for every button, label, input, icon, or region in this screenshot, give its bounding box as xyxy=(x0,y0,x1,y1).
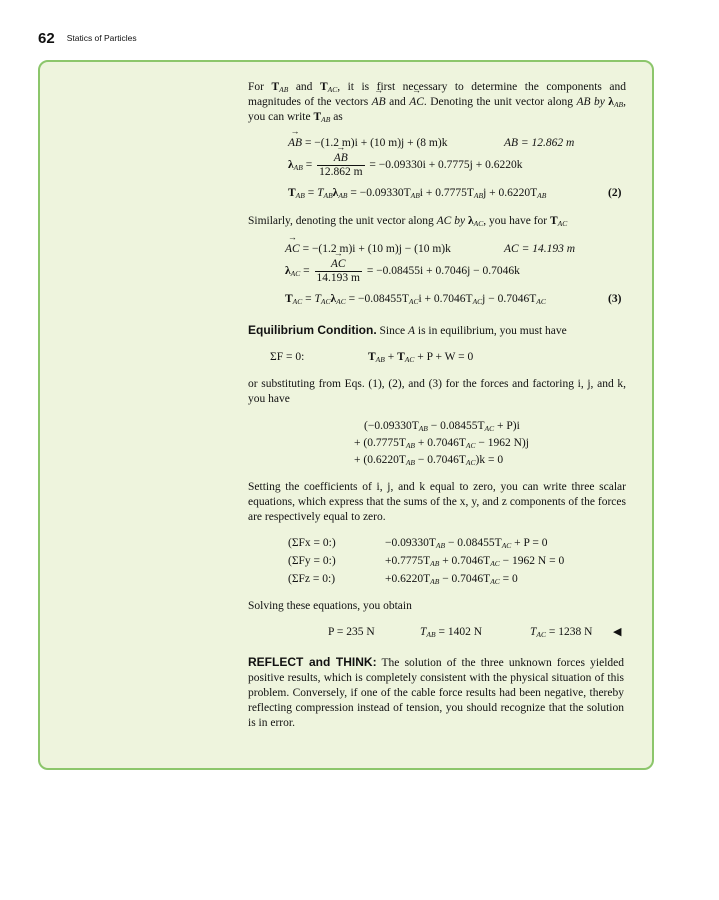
magnitude-ac: AC = 14.193 m xyxy=(504,243,576,255)
result-tab: $T_{AB} = 1402$ N xyxy=(420,626,482,639)
equation-tac: $T_{AC} = T_{AC}\lambda_{AC} = -0.08455T_{AC}i + 0.7046T_{AC}j - 0.7046T_{AC}$ xyxy=(285,293,546,306)
scalar-eq-z-lhs: (ΣFz = 0:) xyxy=(288,573,336,585)
answer-marker-icon: ◀ xyxy=(613,625,622,638)
equilibrium-equation: $T_{AB} + T_{AC} + P + W = 0$ xyxy=(368,351,474,364)
expanded-line-2: + ($0.7775T_{AB} + 0.7046T_{AC} - 1962$ N)j xyxy=(354,437,529,450)
equation-tab: $T_{AB} = T_{AB}\lambda_{AB} = -0.09330T_{AB}i + 0.7775T_{AB}j + 0.6220T_{AB}$ xyxy=(288,187,547,200)
reflect-paragraph: REFLECT and THINK: The solution of the three unknown forces yielded positive results, which is completely consistent with the physical situation of this problem. Conversely, if one of the cable force results had been negative, thereby reflecting compression instead of tension, you should recognize that the solution is in error. xyxy=(248,655,624,729)
scalar-eq-x: $-0.09330T_{AB} - 0.08455T_{AC} + P = 0$ xyxy=(385,537,548,550)
expanded-line-3: + $(0.6220T_{AB} - 0.7046T_{AC})k = 0$ xyxy=(354,454,504,467)
equation-ac-vector: → AC = −(1.2 m)i + (10 m)j − (10 m)k xyxy=(285,242,451,257)
similarly-paragraph: Similarly, denoting the unit vector along AC by $\lambda_{AC}$, you have for $T_{AC}$ xyxy=(248,215,568,228)
substituting-paragraph: or substituting from Eqs. (1), (2), and (3) for the forces and factoring i, j, and k, you have xyxy=(248,378,626,405)
scalar-eq-x-lhs: (ΣFx = 0:) xyxy=(288,537,336,549)
expanded-line-1: $(-0.09330T_{AB} - 0.08455T_{AC} + P)i$ xyxy=(364,420,520,433)
result-tac: $T_{AC} = 1238$ N xyxy=(530,626,593,639)
page-number: 62 xyxy=(38,30,55,47)
equilibrium-paragraph: Equilibrium Condition. Since A is in equilibrium, you must have xyxy=(248,323,567,337)
equation-lambda-ac: $\lambda_{AC}$ = → $\frac{AC}{14.193 m}$ = −0.08455i + 0.7046j − 0.7046k xyxy=(285,258,520,285)
equation-lambda-ab: $\lambda_{AB}$ = → $\frac{AB}{12.862 m}$ = −0.09330i + 0.7775j + 0.6220k xyxy=(288,152,523,179)
scalar-eq-z: $+0.6220T_{AB} - 0.7046T_{AC} = 0$ xyxy=(385,573,518,586)
running-head: Statics of Particles xyxy=(66,33,137,43)
equilibrium-lhs: ΣF = 0: xyxy=(270,351,305,363)
equilibrium-heading: Equilibrium Condition. xyxy=(248,323,377,337)
magnitude-ab: AB = 12.862 m xyxy=(504,137,575,149)
intro-paragraph: For $T_{AB}$ and $T_{AC}$, it is first necessary to determine the components and magnitudes of the vectors → AB and → AC. Denoting the unit vector along AB by $\lambda_{AB}$, you can write $T_{AB}$ as xyxy=(248,80,626,125)
setting-paragraph: Setting the coefficients of i, j, and k equal to zero, you can write three scalar equations, which express that the sums of the x, y, and z components of the forces are respectively equal to zero. xyxy=(248,481,626,523)
solving-paragraph: Solving these equations, you obtain xyxy=(248,600,412,612)
equation-ab-vector: → AB = −(1.2 m)i + (10 m)j + (8 m)k xyxy=(288,136,447,151)
page-header xyxy=(38,30,137,50)
reflect-heading: REFLECT and THINK: xyxy=(248,655,377,669)
equation-label-2: (2) xyxy=(608,187,622,199)
scalar-eq-y-lhs: (ΣFy = 0:) xyxy=(288,555,336,567)
equation-label-3: (3) xyxy=(608,293,622,305)
scalar-eq-y: $+0.7775T_{AB} + 0.7046T_{AC} - 1962$ N = 0 xyxy=(385,555,565,568)
result-p: P = 235 N xyxy=(328,626,375,638)
